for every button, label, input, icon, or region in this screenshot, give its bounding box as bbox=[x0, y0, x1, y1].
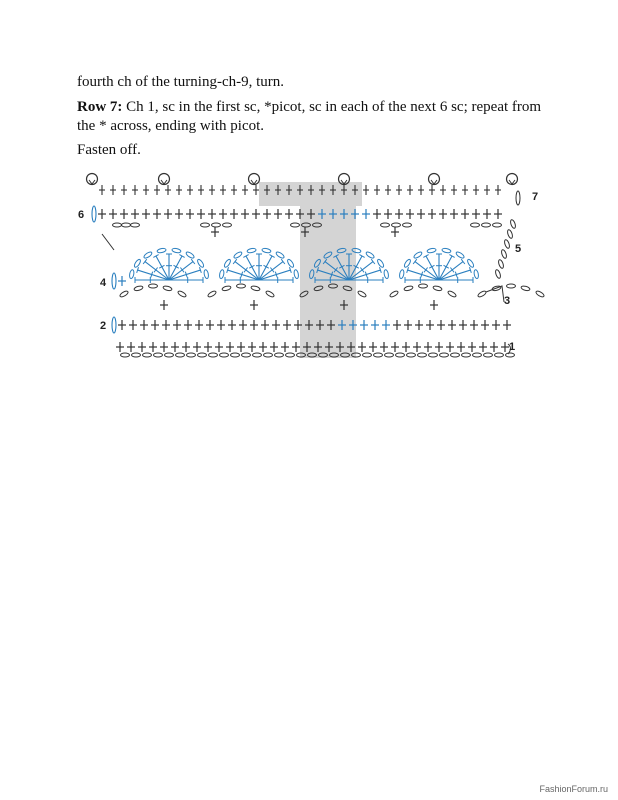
row-4-fan-chain bbox=[172, 248, 182, 254]
row-4-fan-chain bbox=[413, 251, 423, 259]
row-3-chain bbox=[357, 290, 367, 298]
row-4-dc bbox=[259, 262, 283, 280]
row-4-fan-chain bbox=[203, 269, 209, 279]
row-number-5: 5 bbox=[515, 243, 522, 255]
row-5-chain bbox=[482, 223, 491, 227]
row-5-chain-start bbox=[102, 234, 114, 250]
row-1-chain bbox=[407, 353, 416, 357]
row-1-chain bbox=[473, 353, 482, 357]
row-4-fan-chain bbox=[376, 258, 384, 268]
row-4-dc-bar bbox=[244, 268, 248, 273]
row-4-fan-chain bbox=[365, 251, 375, 259]
row-3-chain bbox=[535, 290, 545, 298]
row-4-dc-top bbox=[233, 259, 237, 264]
crochet-chart bbox=[72, 168, 552, 368]
paragraph-text: fourth ch of the turning-ch-9, turn. bbox=[77, 74, 285, 90]
row-7-picot bbox=[429, 174, 440, 185]
row-1-chain bbox=[165, 353, 174, 357]
watermark: FashionForum.ru bbox=[539, 784, 608, 794]
row-1-chain bbox=[451, 353, 460, 357]
row-1-chain bbox=[121, 353, 130, 357]
row-3-chain bbox=[134, 285, 144, 291]
row-5-side-chain bbox=[495, 269, 502, 279]
row-7-picot-base bbox=[431, 180, 437, 184]
row-5-chain bbox=[223, 223, 232, 227]
row-3-chain bbox=[265, 290, 275, 298]
row-4-fan-chain bbox=[129, 269, 135, 279]
row-4-fan-chain bbox=[466, 258, 474, 268]
row-4-dc-top bbox=[413, 259, 417, 264]
row-3-chain bbox=[163, 285, 173, 291]
row-4-fan-chain bbox=[196, 258, 204, 268]
row-1-chain bbox=[429, 353, 438, 357]
row-5-chain bbox=[113, 223, 122, 227]
row-3-chain bbox=[433, 285, 443, 291]
row-4-fan-chain bbox=[262, 248, 272, 254]
row-1-chain bbox=[363, 353, 372, 357]
row-3-chain bbox=[149, 284, 158, 288]
row-4-fan-chain bbox=[275, 251, 285, 259]
row-1-chain bbox=[154, 353, 163, 357]
row-5-side-chain bbox=[504, 239, 511, 249]
row-3-chain bbox=[507, 284, 516, 288]
row-1-chain bbox=[374, 353, 383, 357]
row-3-chain bbox=[404, 285, 414, 291]
row-4-dc bbox=[415, 262, 439, 280]
row-4-fans bbox=[112, 248, 479, 289]
row-5-chain bbox=[201, 223, 210, 227]
row-4-fan-chain bbox=[185, 251, 195, 259]
row-4-dc-bar bbox=[270, 268, 274, 273]
row-4-dc bbox=[439, 262, 463, 280]
row-7-picot-base bbox=[509, 180, 515, 184]
row-4-dc-top bbox=[143, 259, 147, 264]
row-7-turning-chain bbox=[516, 191, 520, 205]
row-2-turning-chain bbox=[112, 317, 116, 333]
row-5-chain bbox=[493, 223, 502, 227]
row-number-2: 2 bbox=[100, 320, 107, 332]
row-4-fan-chain bbox=[399, 269, 405, 279]
row-1-chain bbox=[396, 353, 405, 357]
row-3-chain bbox=[521, 285, 531, 291]
row-1-chain bbox=[220, 353, 229, 357]
row-4-dc-bar bbox=[424, 268, 428, 273]
row-4-dc-top bbox=[461, 259, 465, 264]
row-3-chain bbox=[207, 290, 217, 298]
row-1-chain bbox=[209, 353, 218, 357]
row-4-fan-chain bbox=[383, 269, 389, 279]
fasten-off-instruction bbox=[77, 141, 547, 160]
row-4-dc-top bbox=[191, 259, 195, 264]
row-4-fan-chain bbox=[133, 258, 141, 268]
row-number-6: 6 bbox=[78, 209, 85, 221]
row-1-chain bbox=[286, 353, 295, 357]
row-4-fan-chain bbox=[157, 248, 167, 254]
row-7-instruction bbox=[77, 98, 547, 136]
row-1-chain bbox=[253, 353, 262, 357]
row-1-chain bbox=[484, 353, 493, 357]
row-4-dc bbox=[145, 262, 169, 280]
row-3-chain bbox=[447, 290, 457, 298]
row-3-chain bbox=[477, 290, 487, 298]
row-number-4: 4 bbox=[100, 277, 107, 289]
row-number-1: 1 bbox=[509, 341, 516, 353]
row-3-chain bbox=[222, 285, 232, 291]
row-1-chain bbox=[132, 353, 141, 357]
row-7-picot bbox=[87, 174, 98, 185]
row-4-dc-bar bbox=[180, 268, 184, 273]
row-1-chain bbox=[143, 353, 152, 357]
row-5-side-chain bbox=[510, 219, 517, 229]
row-3-chain bbox=[389, 290, 399, 298]
paragraph-continued bbox=[77, 73, 547, 92]
row-5-chain bbox=[131, 223, 140, 227]
row-5-side-chain bbox=[498, 259, 505, 269]
row-4-fan-chain bbox=[247, 248, 257, 254]
row-7-picot bbox=[159, 174, 170, 185]
row-1-chain bbox=[242, 353, 251, 357]
row-5-side-chain bbox=[507, 229, 514, 239]
row-3-chain bbox=[177, 290, 187, 298]
row-7-picot-base bbox=[161, 180, 167, 184]
row-7-picot bbox=[249, 174, 260, 185]
row-4-dc-top bbox=[371, 259, 375, 264]
row-3-chain bbox=[251, 285, 261, 291]
row-7-label: Row 7: bbox=[77, 99, 123, 115]
row-4-fan-chain bbox=[143, 251, 153, 259]
row-4-dc-bar bbox=[360, 268, 364, 273]
row-4-dc-bar bbox=[154, 268, 158, 273]
row-1-chain bbox=[385, 353, 394, 357]
row-5-chain bbox=[212, 223, 221, 227]
row-4-fan-chain bbox=[233, 251, 243, 259]
row-1-chain bbox=[506, 353, 515, 357]
row-1-chain bbox=[462, 353, 471, 357]
row-number-3: 3 bbox=[504, 295, 511, 307]
row-1-chain bbox=[176, 353, 185, 357]
row-4-fan-chain bbox=[473, 269, 479, 279]
row-5-chain bbox=[392, 223, 401, 227]
row-4-dc-top bbox=[281, 259, 285, 264]
row-6-stitches bbox=[92, 206, 502, 222]
row-7-picot-base bbox=[89, 180, 95, 184]
row-1-chain bbox=[231, 353, 240, 357]
row-5-chain bbox=[291, 223, 300, 227]
row-3-chain bbox=[237, 284, 246, 288]
row-4-fan-chain bbox=[403, 258, 411, 268]
row-7-text: Ch 1, sc in the first sc, *picot, sc in each of the next 6 sc; repeat from the * across, ending with picot. bbox=[77, 99, 542, 134]
row-5-side-chain bbox=[501, 249, 508, 259]
row-1-chain bbox=[264, 353, 273, 357]
row-1-chain bbox=[198, 353, 207, 357]
row-6-turning-chain bbox=[92, 206, 96, 222]
row-4-dc bbox=[169, 262, 193, 280]
row-4-fan-chain bbox=[293, 269, 299, 279]
row-number-7: 7 bbox=[532, 191, 539, 203]
row-3-chain bbox=[119, 290, 129, 298]
fasten-off-text: Fasten off. bbox=[77, 142, 141, 158]
row-4-fan-chain bbox=[223, 258, 231, 268]
row-1-chain bbox=[440, 353, 449, 357]
repeat-highlight bbox=[259, 182, 362, 358]
row-7-picot-base bbox=[251, 180, 257, 184]
row-1-chain bbox=[275, 353, 284, 357]
row-5-chain bbox=[122, 223, 131, 227]
row-1-chain bbox=[418, 353, 427, 357]
row-4-dc-bar bbox=[450, 268, 454, 273]
row-4-turning-chain bbox=[112, 273, 116, 289]
row-3-turn bbox=[486, 286, 504, 302]
row-4-fan-chain bbox=[286, 258, 294, 268]
row-4-fan-chain bbox=[427, 248, 437, 254]
row-4-fan-chain bbox=[442, 248, 452, 254]
row-1-chain bbox=[495, 353, 504, 357]
row-4-fan-chain bbox=[219, 269, 225, 279]
row-4-dc bbox=[235, 262, 259, 280]
row-5-chain bbox=[381, 223, 390, 227]
row-4-fan-chain bbox=[455, 251, 465, 259]
row-7-picot bbox=[507, 174, 518, 185]
row-5-chain bbox=[471, 223, 480, 227]
row-3-chain bbox=[419, 284, 428, 288]
row-5-chain bbox=[403, 223, 412, 227]
row-1-chain bbox=[187, 353, 196, 357]
